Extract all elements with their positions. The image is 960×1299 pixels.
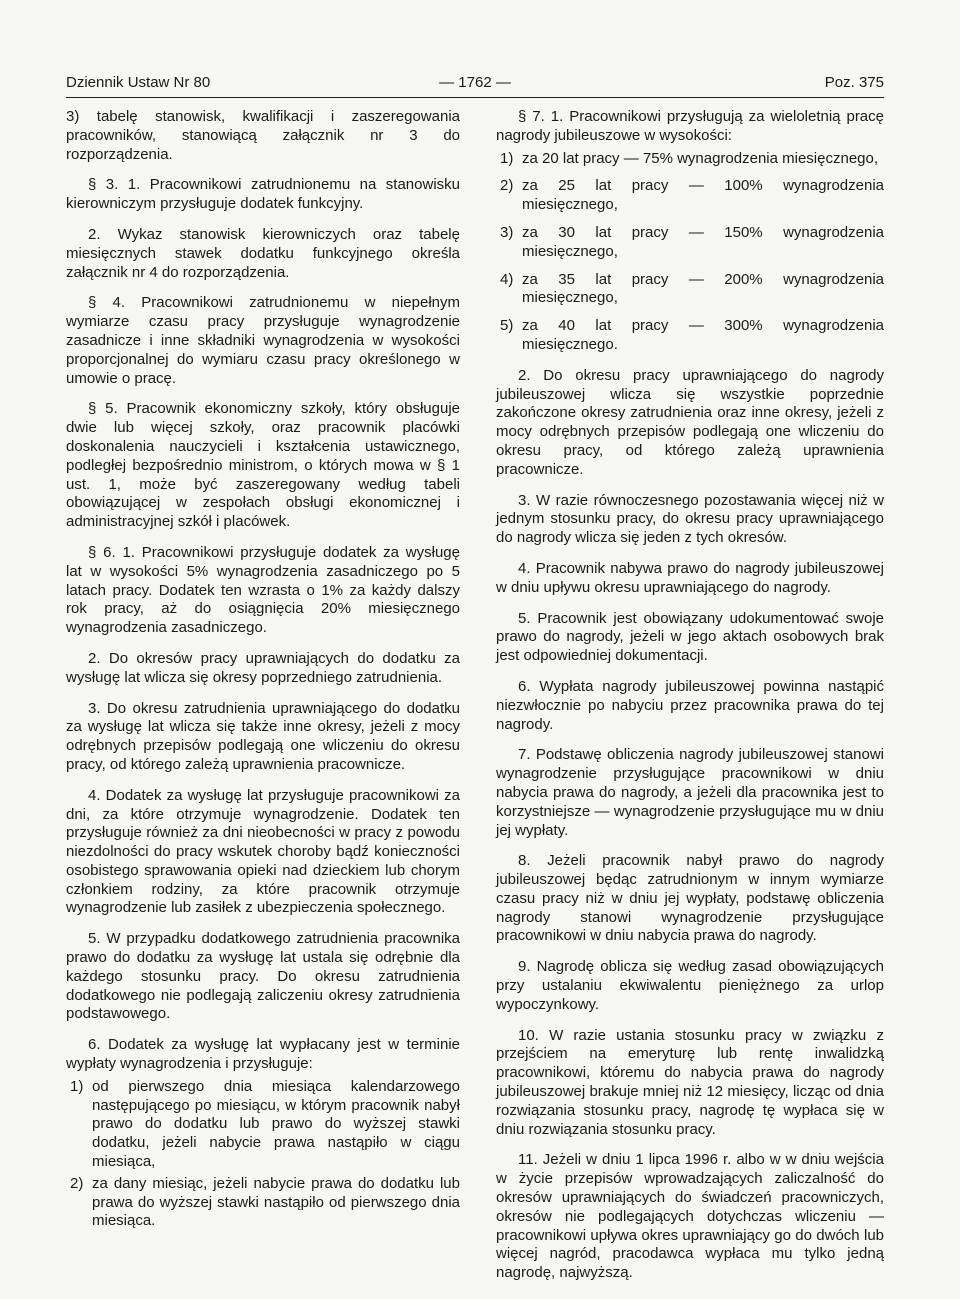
paragraph-s6-5: 5. W przypadku dodatkowego zatrudnienia pracownika prawo do dodatku za wysługę lat ustala się odrębnie dla każdego stosunku pracy. Do okresu zatrudnienia dodatkowego nie podlegają zaliczeniu okresy zatrudnienia podstawowego. <box>66 930 460 1023</box>
paragraph-s7-5: 5. Pracownik jest obowiązany udokumentować swoje prawo do nagrody, jeżeli w jego aktach osobowych brak jest odpowiedniej dokumentacji. <box>496 609 884 665</box>
paragraph-s7-8: 8. Jeżeli pracownik nabył prawo do nagrody jubileuszowej będąc zatrudnionym w innym wymiarze czasu pracy niż w dniu jej wypłaty, podstawę obliczenia nagrody stanowi wynagrodzenie przysługujące pracownikowi w dniu nabycia prawa do nagrody. <box>496 852 884 945</box>
paragraph-s6-4: 4. Dodatek za wysługę lat przysługuje pracownikowi za dni, za które otrzymuje wynagrodzenie. Dodatek ten przysługuje również za dni nieobecności w pracy z powodu niezdolności do pracy wskutek choroby bądź konieczności osobistego sprawowania opieki nad dzieckiem lub chorym członkiem rodziny, za które pracownik otrzymuje wynagrodzenie lub zasiłek z ubezpieczenia społecznego. <box>66 786 460 917</box>
list-item <box>66 1175 460 1231</box>
list-item-number: 2) <box>500 177 514 195</box>
list-item <box>66 1078 460 1172</box>
paragraph-s7-3: 3. W razie równoczesnego pozostawania więcej niż w jednym stosunku pracy, do okresu pracy uprawniającego do nagrody wlicza się jeden z tych okresów. <box>496 491 884 547</box>
list-item-text: za 40 lat pracy — 300% wynagrodzenia miesięcznego. <box>522 317 884 353</box>
journal-title: Dziennik Ustaw Nr 80 <box>66 74 211 91</box>
position-number: Poz. 375 <box>824 74 884 91</box>
list-item-text: za 30 lat pracy — 150% wynagrodzenia miesięcznego, <box>522 223 884 260</box>
list-s7-1 <box>496 150 884 355</box>
list-item-text: za 20 lat pracy — 75% wynagrodzenia miesięcznego, <box>522 149 879 167</box>
paragraph-s5: § 5. Pracownik ekonomiczny szkoły, który obsługuje dwie lub więcej szkoły, oraz pracownik placówki doskonalenia nauczycieli i kształcenia ustawicznego, podległej bezpośrednio ministrom, o których mowa w § 1 ust. 1, może być zaszeregowany według tabeli obowiązującej w zespołach obsługi ekonomicznej i administracyjnej szkół i placówek. <box>66 400 460 531</box>
paragraph-s7-10: 10. W razie ustania stosunku pracy w związku z przejściem na emeryturę lub rentę inwalidzką pracownikowi, któremu do nabycia prawa do nagrody jubileuszowej brakuje mniej niż 12 miesięcy, licząc od dnia rozwiązania stosunku pracy, nagrodę tę wypłaca się w dniu rozwiązania stosunku pracy. <box>496 1026 884 1138</box>
list-item-number: 1) <box>500 149 514 167</box>
paragraph-s7-4: 4. Pracownik nabywa prawo do nagrody jubileuszowej w dniu upływu okresu uprawniającego do nagrody. <box>496 559 884 596</box>
list-item-number: 3) <box>500 223 514 241</box>
list-item-text: za dany miesiąc, jeżeli nabycie prawa do dodatku lub prawa do wyższej stawki nastąpiło od pierwszego dnia miesiąca. <box>92 1174 460 1230</box>
header-rule <box>66 97 884 98</box>
paragraph-item-3: 3) tabelę stanowisk, kwalifikacji i zaszeregowania pracowników, stanowiącą załącznik nr 3 do rozporządzenia. <box>66 108 460 163</box>
list-item-number: 2) <box>70 1174 84 1192</box>
list-item <box>496 271 884 309</box>
paragraph-s6-2: 2. Do okresów pracy uprawniających do dodatku za wysługę lat wlicza się okresy poprzedniego zatrudnienia. <box>66 649 460 686</box>
page-number: — 1762 — <box>439 74 511 91</box>
list-item <box>496 150 884 169</box>
page-header <box>66 72 884 96</box>
list-item <box>496 177 884 215</box>
list-item-text: za 25 lat pracy — 100% wynagrodzenia miesięcznego, <box>522 177 884 214</box>
paragraph-s7-6: 6. Wypłata nagrody jubileuszowej powinna nastąpić niezwłocznie po nabyciu przez pracownika prawa do tej nagrody. <box>496 677 884 733</box>
paragraph-s6-1: § 6. 1. Pracownikowi przysługuje dodatek za wysługę lat w wysokości 5% wynagrodzenia zasadniczego po 5 latach pracy. Dodatek ten wzrasta o 1% za każdy dalszy rok pracy, aż do osiągnięcia 20% miesięcznego wynagrodzenia zasadniczego. <box>66 543 460 637</box>
list-item-number: 4) <box>500 270 514 288</box>
paragraph-s7-2: 2. Do okresu pracy uprawniającego do nagrody jubileuszowej wlicza się wszystkie poprzednie zakończone okresy zatrudnienia oraz inne okresy, jeżeli z mocy odrębnych przepisów podlegają one wliczeniu do okresu pracy, od którego zależą uprawnienia pracownicze. <box>496 366 884 478</box>
paragraph-s4: § 4. Pracownikowi zatrudnionemu w niepełnym wymiarze czasu pracy przysługuje wynagrodzenie zasadnicze i inne składniki wynagrodzenia w wysokości proporcjonalnej do wymiaru czasu pracy określonego w umowie o pracę. <box>66 294 460 387</box>
list-item-text: od pierwszego dnia miesiąca kalendarzowego następującego po miesiącu, w którym pracownik nabył prawo do dodatku lub prawo do wyższej stawki dodatku, jeżeli nabycie prawa nastąpiło w ciągu miesiąca, <box>92 1077 460 1171</box>
list-item-number: 5) <box>500 317 514 335</box>
list-item-number: 1) <box>70 1077 84 1095</box>
paragraph-s7-7: 7. Podstawę obliczenia nagrody jubileuszowej stanowi wynagrodzenie przysługujące pracownikowi w dniu nabycia prawa do nagrody, a jeżeli dla pracownika jest to korzystniejsze — wynagrodzenie przysługujące mu w dniu jej wypłaty. <box>496 746 884 839</box>
list-item <box>496 317 884 355</box>
paragraph-s6-3: 3. Do okresu zatrudnienia uprawniającego do dodatku za wysługę lat wlicza się także inne okresy, jeżeli z mocy odrębnych przepisów podlegają one wliczeniu do okresu pracy, od którego zależą uprawnienia pracownicze. <box>66 699 460 773</box>
list-s6-6 <box>66 1078 460 1231</box>
paragraph-s7-9: 9. Nagrodę oblicza się według zasad obowiązujących przy ustalaniu ekwiwalentu pieniężnego za urlop wypoczynkowy. <box>496 958 884 1013</box>
paragraph-s3-2: 2. Wykaz stanowisk kierowniczych oraz tabelę miesięcznych stawek dodatku funkcyjnego określa załącznik nr 4 do rozporządzenia. <box>66 225 460 281</box>
paragraph-s3-1: § 3. 1. Pracownikowi zatrudnionemu na stanowisku kierowniczym przysługuje dodatek funkcyjny. <box>66 176 460 213</box>
list-item <box>496 224 884 262</box>
right-column <box>496 108 884 1295</box>
paragraph-s7-11: 11. Jeżeli w dniu 1 lipca 1996 r. albo w w dniu wejścia w życie przepisów wprowadzających zaliczalność do okresów uprawniających do świadczeń pracowniczych, okresów nie podlegających dotychczas wliczeniu — pracownikowi upływa okres uprawniający go do dwóch lub więcej nagród, pracodawca wypłaca mu tylko jedną nagrodę, najwyższą. <box>496 1151 884 1282</box>
paragraph-s7-1: § 7. 1. Pracownikowi przysługują za wieloletnią pracę nagrody jubileuszowe w wysokości: <box>496 108 884 144</box>
left-column <box>66 108 460 1243</box>
list-item-text: za 35 lat pracy — 200% wynagrodzenia miesięcznego, <box>522 270 884 307</box>
paragraph-s6-6: 6. Dodatek za wysługę lat wypłacany jest w terminie wypłaty wynagrodzenia i przysługuje: <box>66 1036 460 1073</box>
